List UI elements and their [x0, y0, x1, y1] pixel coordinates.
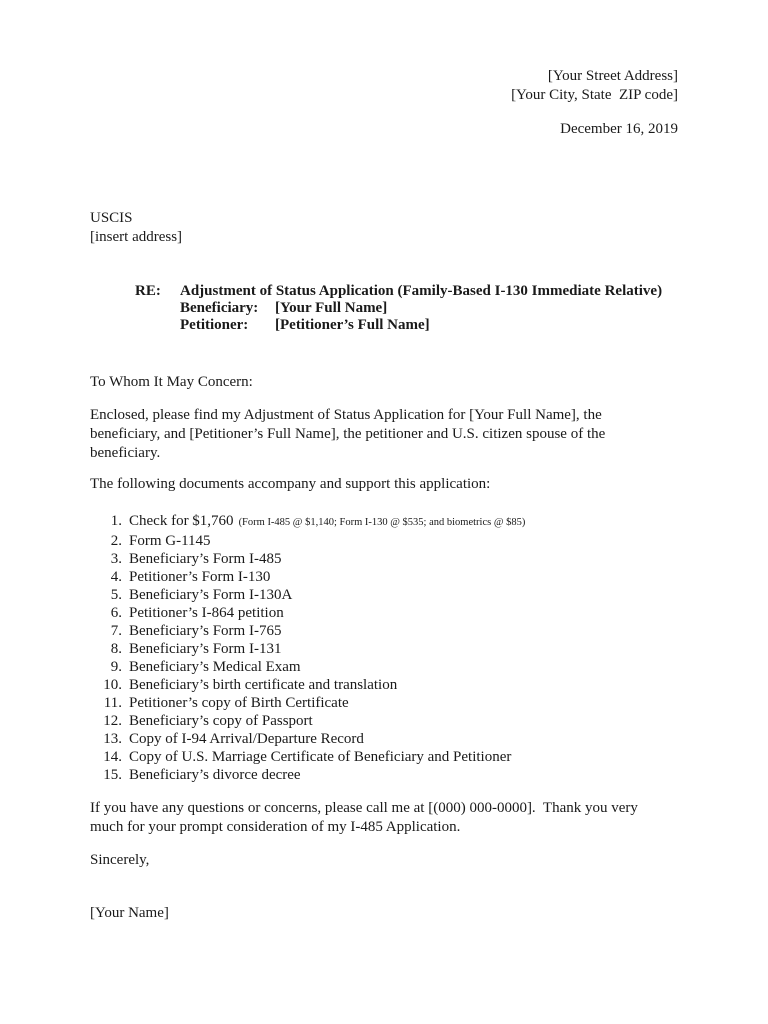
sender-city-line: [Your City, State ZIP code] — [511, 87, 678, 103]
document-number: 2. — [110, 533, 122, 549]
document-label: Beneficiary’s Form I-130A — [129, 587, 293, 603]
document-item — [90, 676, 678, 694]
document-number: 10. — [103, 677, 122, 693]
salutation: To Whom It May Concern: — [90, 374, 253, 390]
document-label: Beneficiary’s divorce decree — [129, 767, 301, 783]
document-number: 3. — [110, 551, 122, 567]
re-petitioner-label: Petitioner: — [180, 317, 249, 333]
signature-name-placeholder: [Your Name] — [90, 905, 169, 921]
document-item — [90, 766, 678, 784]
recipient-block — [90, 209, 678, 247]
document-item — [90, 712, 678, 730]
closing-line: If you have any questions or concerns, please call me at [(000) 000-0000]. Thank you very — [90, 800, 638, 816]
document-fee-note: (Form I-485 @ $1,140; Form I-130 @ $535; and biometrics @ $85) — [238, 517, 526, 528]
document-number: 7. — [110, 623, 122, 639]
document-label: Beneficiary’s copy of Passport — [129, 713, 313, 729]
document-label: Beneficiary’s Form I-485 — [129, 551, 282, 567]
re-label: RE: — [135, 283, 161, 299]
intro-paragraph — [90, 406, 678, 463]
document-label: Beneficiary’s birth certificate and translation — [129, 677, 398, 693]
re-indent-spacer — [135, 300, 180, 317]
document-number: 5. — [110, 587, 122, 603]
document-item — [90, 568, 678, 586]
re-indent-spacer — [135, 317, 180, 334]
document-label: Beneficiary’s Medical Exam — [129, 659, 301, 675]
document-item — [90, 532, 678, 550]
document-number: 14. — [103, 749, 122, 765]
document-number: 15. — [103, 767, 122, 783]
re-subject: Adjustment of Status Application (Family-Based I-130 Immediate Relative) — [180, 283, 663, 299]
document-item — [90, 512, 678, 532]
documents-list — [90, 512, 678, 784]
document-label: Petitioner’s copy of Birth Certificate — [129, 695, 349, 711]
document-item — [90, 640, 678, 658]
document-item — [90, 658, 678, 676]
document-item — [90, 604, 678, 622]
document-item — [90, 748, 678, 766]
documents-heading: The following documents accompany and support this application: — [90, 476, 491, 492]
letter-date: December 16, 2019 — [560, 121, 678, 137]
document-item — [90, 550, 678, 568]
document-item — [90, 730, 678, 748]
document-item — [90, 586, 678, 604]
re-beneficiary-label: Beneficiary: — [180, 300, 259, 316]
re-petitioner-value: [Petitioner’s Full Name] — [275, 317, 430, 333]
document-item — [90, 622, 678, 640]
document-label: Form G-1145 — [129, 533, 211, 549]
recipient-address-placeholder: [insert address] — [90, 229, 183, 245]
signoff: Sincerely, — [90, 852, 150, 868]
re-beneficiary-value: [Your Full Name] — [275, 300, 388, 316]
sender-street-line: [Your Street Address] — [547, 68, 678, 84]
closing-line: much for your prompt consideration of my I-485 Application. — [90, 819, 461, 835]
document-label: Copy of U.S. Marriage Certificate of Beneficiary and Petitioner — [129, 749, 512, 765]
sender-address-block — [90, 67, 678, 105]
document-label: Copy of I-94 Arrival/Departure Record — [129, 731, 364, 747]
intro-line: beneficiary. — [90, 445, 161, 461]
document-number: 6. — [110, 605, 122, 621]
document-number: 11. — [103, 695, 122, 711]
document-number: 1. — [110, 513, 122, 529]
re-block — [135, 283, 708, 334]
intro-line: Enclosed, please find my Adjustment of Status Application for [Your Full Name], the — [90, 407, 602, 423]
document-number: 8. — [110, 641, 122, 657]
closing-paragraph — [90, 799, 678, 837]
intro-line: beneficiary, and [Petitioner’s Full Name], the petitioner and U.S. citizen spouse of the — [90, 426, 606, 442]
document-number: 9. — [110, 659, 122, 675]
document-number: 13. — [103, 731, 122, 747]
document-label: Beneficiary’s Form I-765 — [129, 623, 282, 639]
recipient-name: USCIS — [90, 210, 133, 226]
document-label: Petitioner’s Form I-130 — [129, 569, 271, 585]
document-number: 4. — [110, 569, 122, 585]
document-label: Check for $1,760 — [129, 513, 234, 529]
document-label: Petitioner’s I-864 petition — [129, 605, 284, 621]
document-number: 12. — [103, 713, 122, 729]
document-label: Beneficiary’s Form I-131 — [129, 641, 282, 657]
document-item — [90, 694, 678, 712]
